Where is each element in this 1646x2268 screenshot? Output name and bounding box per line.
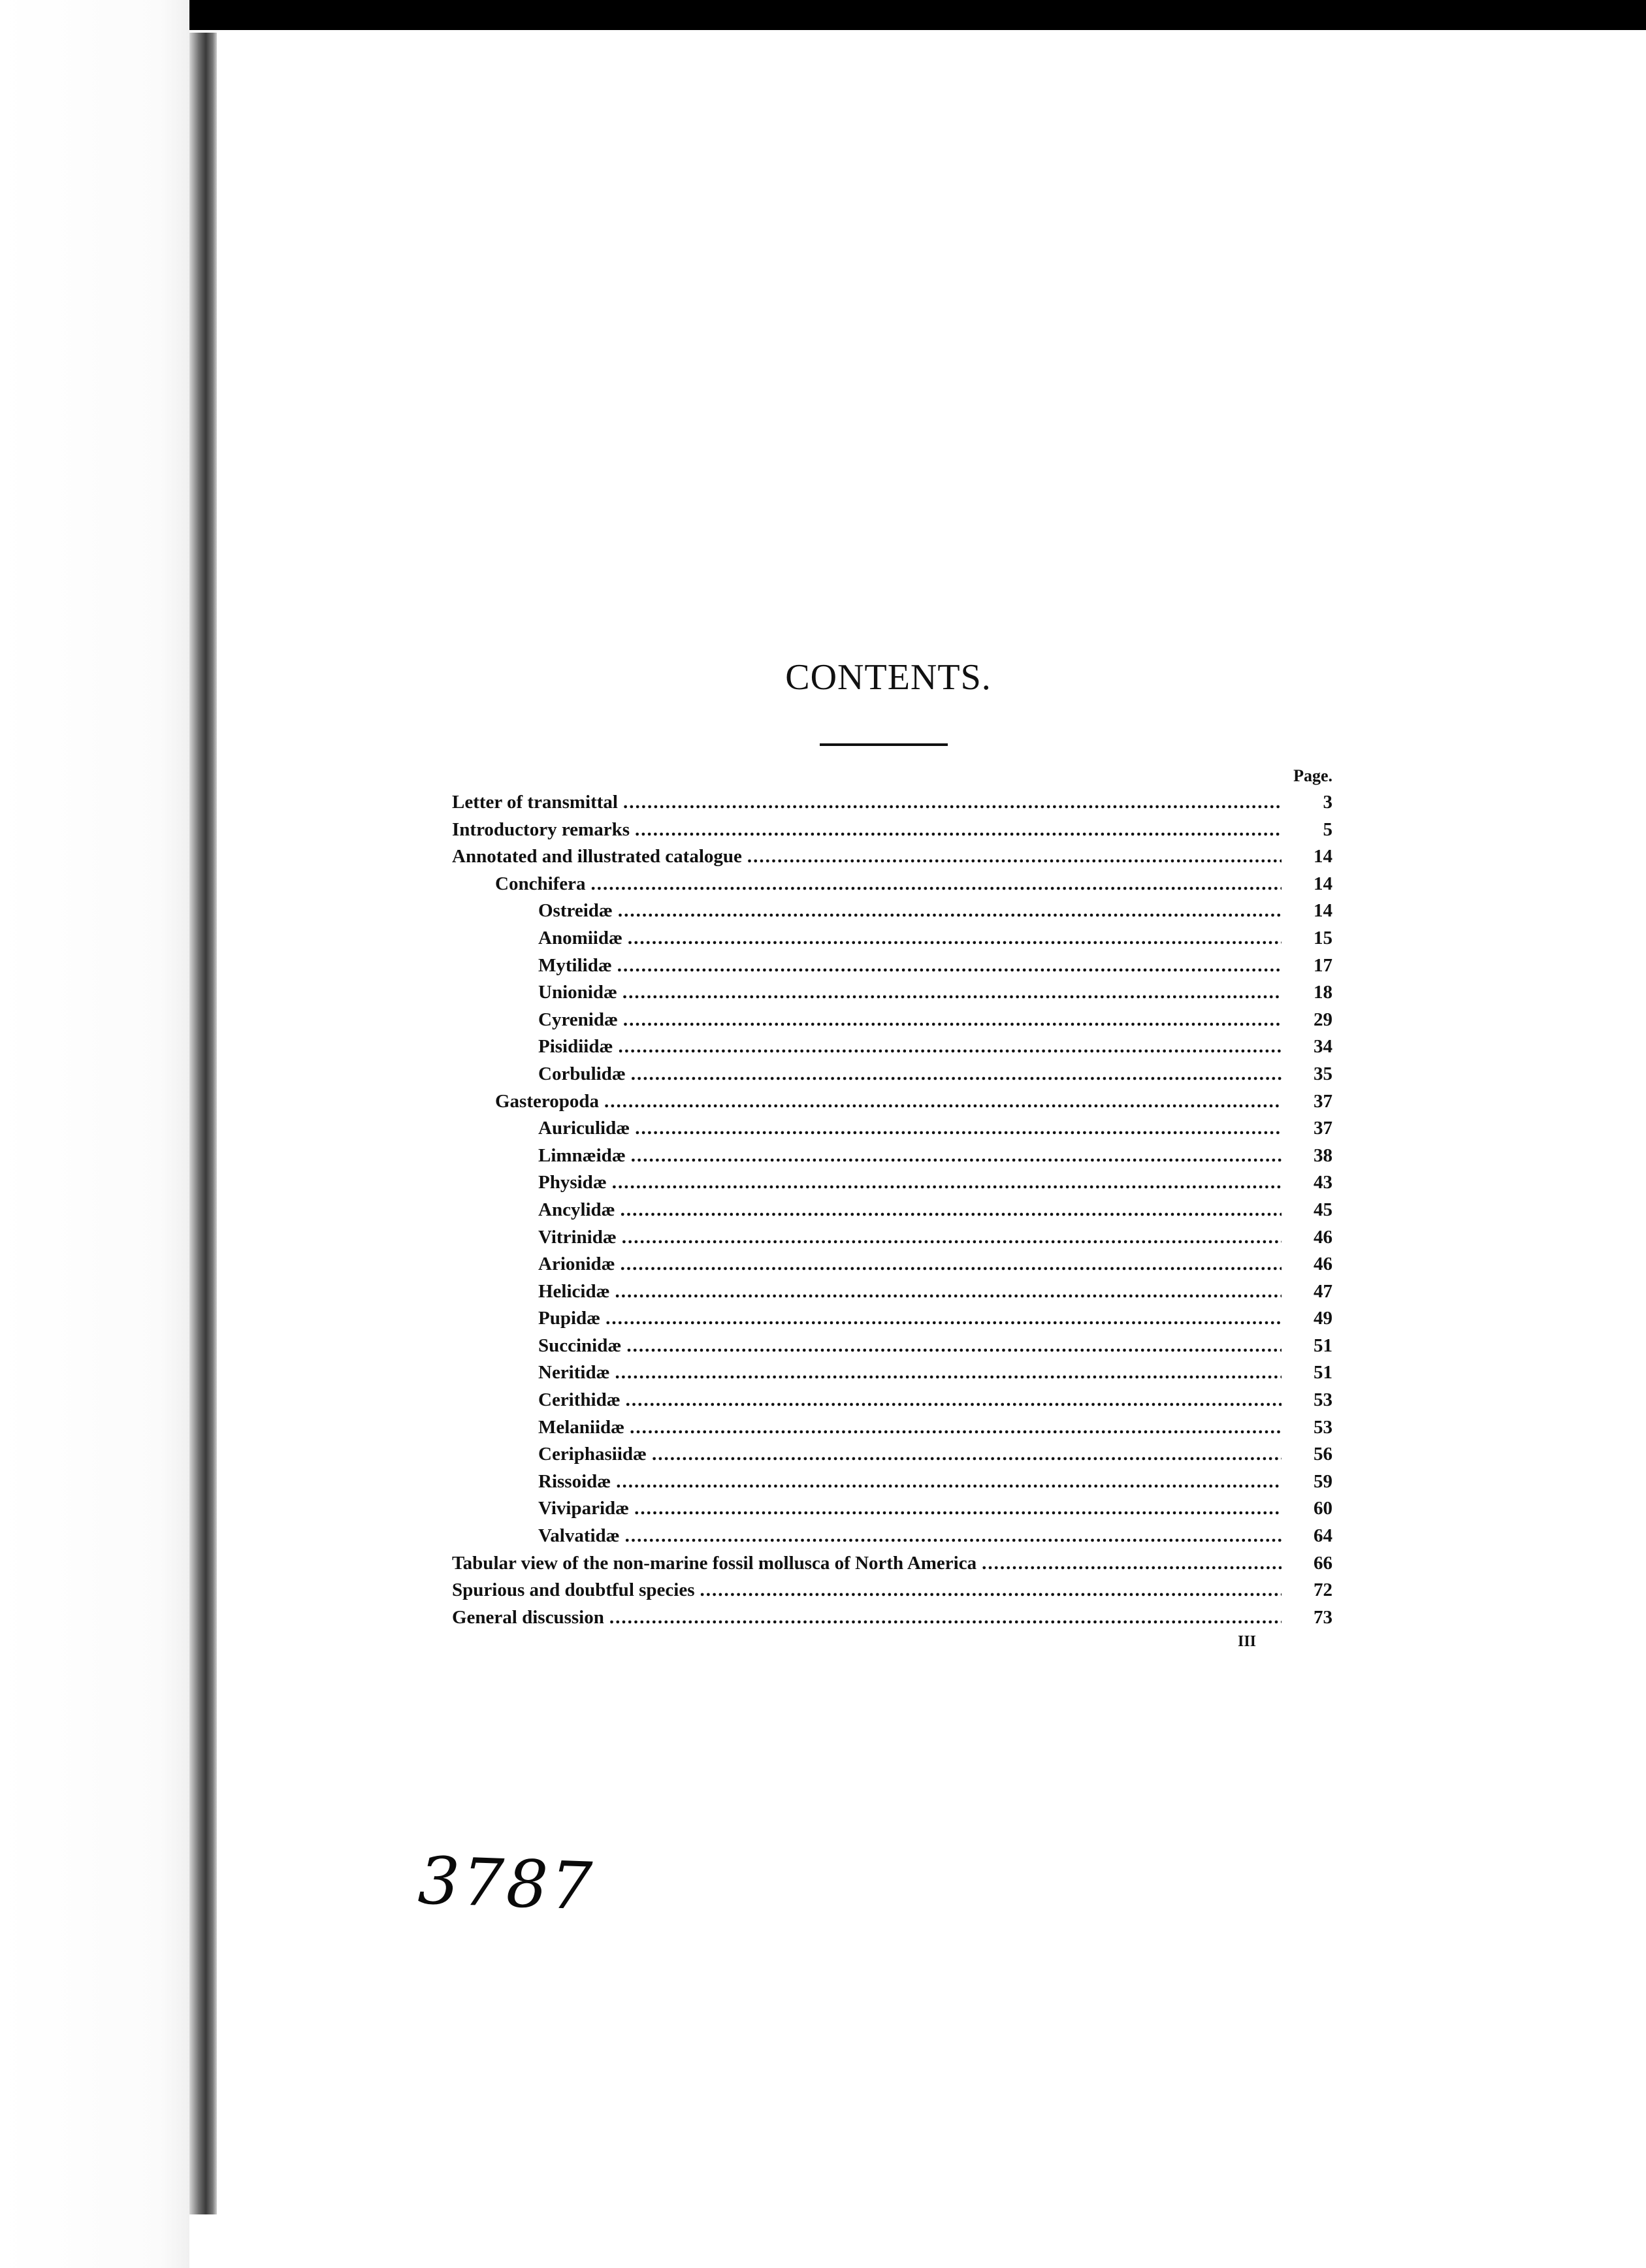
dot-leader	[623, 1007, 1282, 1034]
toc-entry-label: Spurious and doubtful species	[452, 1580, 695, 1601]
toc-entry-label: Viviparidæ	[538, 1498, 630, 1519]
toc-entry-label: General discussion	[452, 1606, 604, 1628]
page-folio: III	[1238, 1633, 1257, 1650]
toc-entry	[452, 1197, 1332, 1224]
toc-entry-page: 37	[1314, 1090, 1332, 1112]
toc-entry-page: 51	[1314, 1362, 1332, 1384]
toc-entry	[452, 1495, 1332, 1523]
dot-leader	[618, 898, 1282, 925]
dot-leader	[626, 1333, 1282, 1360]
toc-entry-label: Ceriphasiidæ	[538, 1444, 647, 1465]
dot-leader	[635, 817, 1282, 844]
dot-leader	[622, 1224, 1282, 1252]
scan-top-edge	[0, 0, 1646, 30]
dot-leader	[652, 1441, 1282, 1468]
toc-entry-page: 56	[1314, 1444, 1332, 1465]
toc-entry-label: Succinidæ	[538, 1335, 622, 1356]
dot-leader	[612, 1169, 1282, 1197]
dot-leader	[634, 1495, 1282, 1523]
toc-entry-label: Pisidiidæ	[538, 1036, 613, 1058]
toc-entry-label: Cyrenidæ	[538, 1009, 618, 1030]
toc-entry-label: Annotated and illustrated catalogue	[452, 846, 742, 867]
toc-entry	[452, 1604, 1332, 1632]
page-title: CONTENTS.	[785, 657, 992, 698]
toc-entry-label: Letter of transmittal	[452, 792, 618, 813]
toc-entry-page: 59	[1314, 1470, 1332, 1492]
toc-entry-page: 53	[1314, 1389, 1332, 1411]
toc-entry-page: 5	[1323, 818, 1332, 840]
toc-entry-label: Gasteropoda	[495, 1090, 599, 1112]
toc-entry-label: Physidæ	[538, 1172, 607, 1193]
toc-entry	[452, 1468, 1332, 1496]
dot-leader	[609, 1604, 1282, 1632]
toc-entry	[452, 1333, 1332, 1360]
toc-entry	[452, 1359, 1332, 1387]
page-column-header: Page.	[1293, 766, 1332, 785]
toc-entry	[452, 1251, 1332, 1278]
toc-entry-page: 64	[1314, 1525, 1332, 1547]
toc-entry	[452, 925, 1332, 952]
toc-entry	[452, 1007, 1332, 1034]
dot-leader	[747, 843, 1282, 871]
toc-entry-label: Tabular view of the non-marine fossil mollusca of North America	[452, 1552, 977, 1574]
toc-entry-page: 17	[1314, 954, 1332, 976]
toc-entry-page: 45	[1314, 1199, 1332, 1220]
toc-entry-label: Mytilidæ	[538, 954, 612, 976]
toc-entry	[452, 1169, 1332, 1197]
dot-leader	[616, 1468, 1282, 1496]
toc-entry-label: Arionidæ	[538, 1254, 615, 1275]
toc-entry	[452, 1033, 1332, 1061]
toc-entry	[452, 898, 1332, 925]
toc-entry-page: 66	[1314, 1552, 1332, 1574]
dot-leader	[631, 1061, 1282, 1088]
toc-entry-page: 49	[1314, 1308, 1332, 1329]
dot-leader	[622, 979, 1282, 1007]
toc-entry	[452, 1387, 1332, 1414]
dot-leader	[621, 1251, 1282, 1278]
dot-leader	[700, 1577, 1282, 1604]
toc-entry-label: Neritidæ	[538, 1362, 610, 1384]
toc-entry-page: 18	[1314, 982, 1332, 1003]
dot-leader	[604, 1088, 1282, 1116]
table-of-contents	[452, 763, 1332, 1631]
toc-entry	[452, 1088, 1332, 1116]
toc-entry	[452, 871, 1332, 898]
dot-leader	[626, 1387, 1282, 1414]
toc-entry-page: 72	[1314, 1580, 1332, 1601]
toc-entry	[452, 1441, 1332, 1468]
handwritten-number: 3787	[417, 1842, 596, 1925]
toc-entry	[452, 1224, 1332, 1252]
toc-entry-label: Auriculidæ	[538, 1118, 630, 1139]
toc-entry	[452, 1061, 1332, 1088]
dot-leader	[625, 1523, 1282, 1550]
toc-entry-label: Corbulidæ	[538, 1063, 626, 1084]
toc-entry-label: Pupidæ	[538, 1308, 601, 1329]
toc-entry	[452, 979, 1332, 1007]
toc-entry-page: 47	[1314, 1280, 1332, 1302]
dot-leader	[628, 925, 1282, 952]
toc-entry	[452, 952, 1332, 980]
toc-entry-label: Unionidæ	[538, 982, 617, 1003]
toc-entry	[452, 1577, 1332, 1604]
toc-entry-page: 46	[1314, 1226, 1332, 1248]
dot-leader	[630, 1414, 1282, 1442]
title-rule	[820, 743, 948, 746]
toc-entry-page: 37	[1314, 1118, 1332, 1139]
toc-entry	[452, 817, 1332, 844]
toc-entry-page: 14	[1314, 900, 1332, 922]
dot-leader	[631, 1142, 1282, 1170]
scan-left-margin	[0, 0, 189, 2268]
toc-entry-label: Valvatidæ	[538, 1525, 620, 1547]
toc-entry-label: Helicidæ	[538, 1280, 610, 1302]
dot-leader	[605, 1305, 1282, 1333]
toc-entry	[452, 1278, 1332, 1306]
toc-entries	[452, 789, 1332, 1631]
toc-entry-label: Conchifera	[495, 873, 586, 894]
dot-leader	[635, 1115, 1282, 1142]
toc-entry-page: 14	[1314, 846, 1332, 867]
toc-entry-page: 53	[1314, 1416, 1332, 1438]
toc-entry-label: Vitrinidæ	[538, 1226, 617, 1248]
toc-entry-label: Introductory remarks	[452, 818, 630, 840]
toc-entry-page: 14	[1314, 873, 1332, 894]
dot-leader	[615, 1359, 1282, 1387]
toc-entry-page: 60	[1314, 1498, 1332, 1519]
toc-entry	[452, 1414, 1332, 1442]
toc-entry-page: 46	[1314, 1254, 1332, 1275]
dot-leader	[621, 1197, 1282, 1224]
book-spine-shadow	[189, 33, 217, 2214]
toc-entry-page: 73	[1314, 1606, 1332, 1628]
toc-entry-page: 43	[1314, 1172, 1332, 1193]
toc-entry-label: Ancylidæ	[538, 1199, 615, 1220]
toc-entry-page: 51	[1314, 1335, 1332, 1356]
dot-leader	[615, 1278, 1282, 1306]
toc-entry	[452, 1523, 1332, 1550]
toc-entry-label: Melaniidæ	[538, 1416, 625, 1438]
toc-entry	[452, 1305, 1332, 1333]
toc-entry-page: 29	[1314, 1009, 1332, 1030]
toc-entry-page: 38	[1314, 1144, 1332, 1166]
toc-entry	[452, 843, 1332, 871]
toc-entry	[452, 1142, 1332, 1170]
toc-entry-label: Limnæidæ	[538, 1144, 626, 1166]
toc-entry-label: Ostreidæ	[538, 900, 613, 922]
toc-entry-page: 34	[1314, 1036, 1332, 1058]
toc-entry-page: 3	[1323, 792, 1332, 813]
toc-entry-page: 15	[1314, 927, 1332, 948]
toc-entry	[452, 1550, 1332, 1578]
dot-leader	[617, 952, 1282, 980]
toc-entry	[452, 1115, 1332, 1142]
toc-entry-label: Cerithidæ	[538, 1389, 621, 1411]
toc-entry-label: Anomiidæ	[538, 927, 622, 948]
toc-entry	[452, 789, 1332, 817]
dot-leader	[982, 1550, 1282, 1578]
dot-leader	[623, 789, 1282, 817]
toc-entry-page: 35	[1314, 1063, 1332, 1084]
dot-leader	[591, 871, 1282, 898]
toc-entry-label: Rissoidæ	[538, 1470, 611, 1492]
dot-leader	[618, 1033, 1282, 1061]
